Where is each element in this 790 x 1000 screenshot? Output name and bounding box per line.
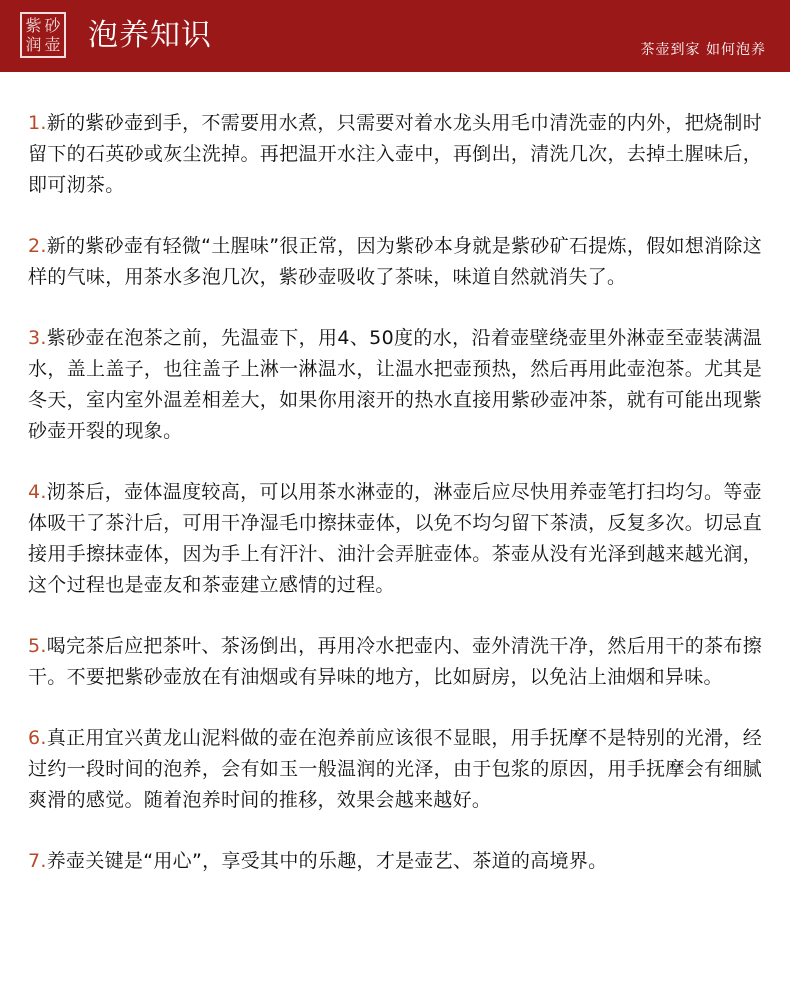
article-body	[0, 72, 790, 877]
item-number: 6.	[28, 727, 47, 749]
page-subtitle: 茶壶到家 如何泡养	[640, 42, 766, 58]
list-item	[28, 108, 762, 201]
item-text: 沏茶后，壶体温度较高，可以用茶水淋壶的，淋壶后应尽快用养壶笔打扫均匀。等壶体吸干了茶汁后，可用干净湿毛巾擦抹壶体，以免不均匀留下茶渍，反复多次。切忌直接用手擦抹壶体，因为手上有汗汁、油汁会弄脏壶体。茶壶从没有光泽到越来越光润，这个过程也是壶友和茶壶建立感情的过程。	[28, 481, 762, 596]
item-text: 新的紫砂壶有轻微“土腥味”很正常，因为紫砂本身就是紫砂矿石提炼，假如想消除这样的气味，用茶水多泡几次，紫砂壶吸收了茶味，味道自然就消失了。	[28, 235, 762, 288]
list-item	[28, 631, 762, 693]
item-number: 4.	[28, 481, 47, 503]
item-text: 养壶关键是“用心”，享受其中的乐趣，才是壶艺、茶道的高境界。	[46, 850, 608, 872]
item-number: 5.	[28, 635, 47, 657]
list-item	[28, 846, 762, 877]
page-header	[0, 0, 790, 72]
seal-logo-icon	[20, 12, 66, 58]
list-item	[28, 323, 762, 447]
page-title: 泡养知识	[88, 18, 212, 53]
seal-char: 砂	[44, 15, 61, 35]
seal-char: 紫	[25, 15, 42, 35]
item-text: 新的紫砂壶到手，不需要用水煮，只需要对着水龙头用毛巾清洗壶的内外，把烧制时留下的石英砂或灰尘洗掉。再把温开水注入壶中，再倒出，清洗几次，去掉土腥味后，即可沏茶。	[28, 112, 762, 196]
item-text: 真正用宜兴黄龙山泥料做的壶在泡养前应该很不显眼，用手抚摩不是特别的光滑，经过约一段时间的泡养，会有如玉一般温润的光泽，由于包浆的原因，用手抚摩会有细腻爽滑的感觉。随着泡养时间的推移，效果会越来越好。	[28, 727, 762, 811]
item-number: 7.	[28, 850, 47, 872]
seal-char: 壶	[44, 34, 61, 54]
list-item	[28, 477, 762, 601]
list-item	[28, 723, 762, 816]
list-item	[28, 231, 762, 293]
item-number: 2.	[28, 235, 47, 257]
item-text: 紫砂壶在泡茶之前，先温壶下，用4、50度的水，沿着壶壁绕壶里外淋壶至壶装满温水，盖上盖子，也往盖子上淋一淋温水，让温水把壶预热，然后再用此壶泡茶。尤其是冬天，室内室外温差相差大，如果你用滚开的热水直接用紫砂壶冲茶，就有可能出现紫砂壶开裂的现象。	[28, 327, 762, 442]
item-number: 3.	[28, 327, 47, 349]
item-text: 喝完茶后应把茶叶、茶汤倒出，再用冷水把壶内、壶外清洗干净，然后用干的茶布擦干。不要把紫砂壶放在有油烟或有异味的地方，比如厨房，以免沾上油烟和异味。	[28, 635, 762, 688]
item-number: 1.	[28, 112, 47, 134]
seal-char: 润	[25, 34, 42, 54]
